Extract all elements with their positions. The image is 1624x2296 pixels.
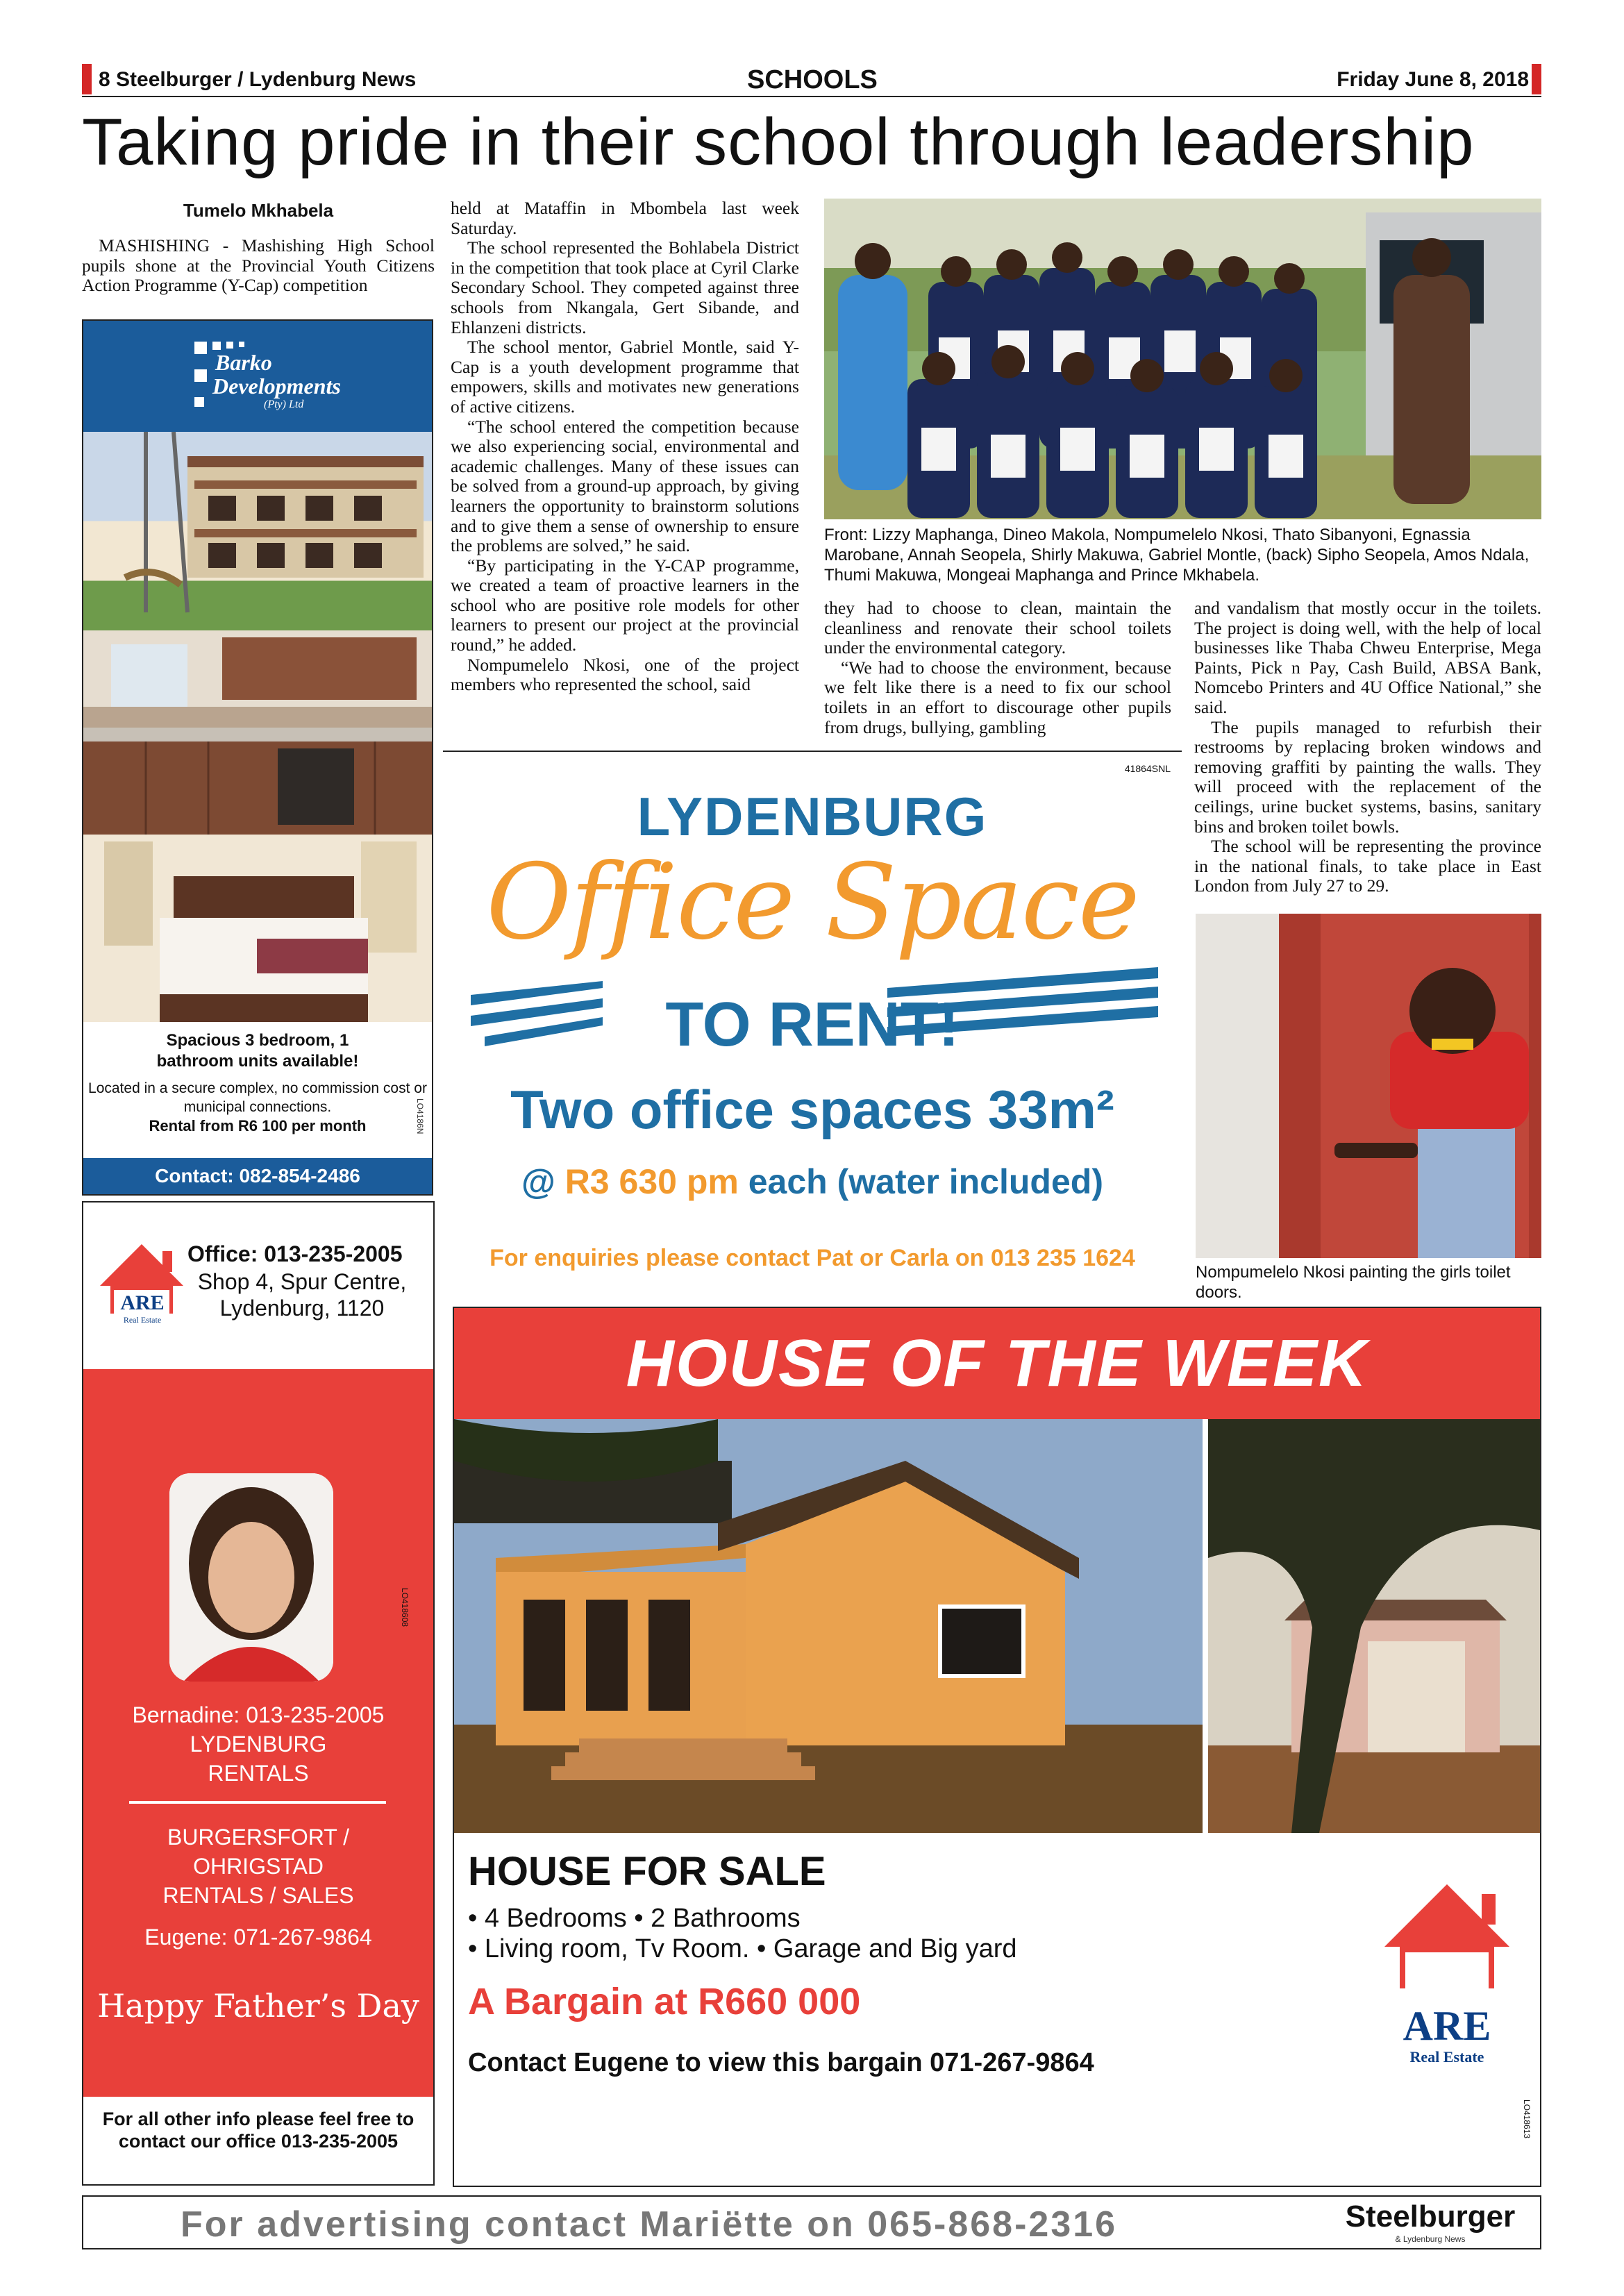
house-ad-features-2: • Living room, Tv Room. • Garage and Big yard — [468, 1934, 1017, 1963]
are-agent-photo — [169, 1473, 333, 1682]
article-column-2 — [451, 199, 799, 695]
office-ad-script: Office Space — [486, 842, 1139, 963]
barko-brand-3: (Pty) Ltd — [264, 399, 304, 410]
house-ad-logo-text: ARE — [1403, 2003, 1491, 2049]
folio-date: Friday June 8, 2018 — [1337, 68, 1529, 91]
article-paragraph: The school mentor, Gabriel Montle, said Y-Cap is a youth development programme that empowers, skills and motivates new generations of active citizens. — [451, 337, 799, 417]
article-paragraph: The school will be representing the province in the national finals, to take place in East London from July 27 to 29. — [1194, 836, 1541, 896]
barko-brand: Barko — [215, 350, 272, 375]
painting-photo — [1196, 914, 1541, 1258]
are-fathers-day: Happy Father’s Day — [97, 1987, 419, 2025]
article-paragraph: MASHISHING - Mashishing High School pupils shone at the Provincial Youth Citizens Action Programme (Y-Cap) competition — [82, 235, 435, 296]
article-byline: Tumelo Mkhabela — [183, 200, 334, 221]
folio-rule — [82, 96, 1541, 97]
team-photo-caption: Front: Lizzy Maphanga, Dineo Makola, Nompumelelo Nkosi, Thato Sibanyoni, Egnassia Marobane, Annah Seopela, Shirly Makuwa, Gabriel Montle, (back) Sipho Seopela, Amos Ndala, Thumi Makuwa, Mongeai Maphanga and Prince Mkhabela. — [824, 526, 1530, 585]
footer-logo: Steelburger — [1345, 2199, 1516, 2234]
article-paragraph: “The school entered the competition because we also experiencing social, environmental and academic challenges. Many of these issues can be solved from a ground-up approach, by giving learners the opportunity to brainstorm solutions and to give them a sense of ownership to ensure the problems are solved,” he said. — [451, 416, 799, 556]
office-ad-torent: TO RENT! — [665, 990, 960, 1059]
house-ad-contact: Contact Eugene to view this bargain 071-267-9864 — [468, 2048, 1094, 2077]
are-house-logo-icon — [93, 1237, 190, 1341]
are-bernadine: Bernadine: 013-235-2005 — [132, 1702, 385, 1727]
are-ad — [82, 1201, 435, 2186]
are-rentals-sales: RENTALS / SALES — [162, 1883, 354, 1908]
office-ad-enquiries: For enquiries please contact Pat or Carla on 013 235 1624 — [489, 1245, 1135, 1271]
office-ad-price-rest: each (water included) — [748, 1162, 1103, 1201]
are-address-2: Lydenburg, 1120 — [219, 1296, 385, 1321]
are-office-phone: Office: 013-235-2005 — [187, 1241, 403, 1266]
section-name: SCHOOLS — [747, 65, 878, 94]
house-photo-main-image — [454, 1419, 1203, 1833]
article-paragraph: held at Mataffin in Mbombela last week Saturday. — [451, 198, 799, 238]
barko-price: Rental from R6 100 per month — [149, 1117, 367, 1134]
house-photo-main — [454, 1419, 1203, 1833]
office-ad-code: 41864SNL — [1124, 763, 1171, 774]
barko-photo-bedroom — [83, 835, 432, 1022]
article-paragraph: “We had to choose the environment, because we felt like there is a need to fix our school toilets in an effort to discourage other pupils from drugs, bullying, gambling — [824, 657, 1171, 737]
office-ad — [443, 751, 1182, 1303]
barko-contact: Contact: 082-854-2486 — [155, 1165, 360, 1187]
are-ad-header — [83, 1203, 433, 1369]
article-column-4 — [1194, 598, 1541, 896]
barko-code: LO4186N — [415, 1098, 425, 1134]
house-ad — [453, 1307, 1541, 2187]
are-logo-sub: Real Estate — [123, 1315, 162, 1325]
article-headline: Taking pride in their school through leadership — [82, 105, 1475, 179]
house-ad-features-1: • 4 Bedrooms • 2 Bathrooms — [468, 1904, 801, 1933]
are-address-1: Shop 4, Spur Centre, — [197, 1269, 407, 1294]
footer-logo-sub: & Lydenburg News — [1395, 2234, 1466, 2244]
barko-details: Located in a secure complex, no commission cost or municipal connections. — [88, 1080, 427, 1115]
house-ad-bargain: A Bargain at R660 000 — [468, 1981, 861, 2022]
office-ad-price: R3 630 pm — [564, 1162, 739, 1201]
barko-logo — [83, 321, 432, 432]
are-code: LO418608 — [400, 1588, 410, 1627]
folio-left: 8 Steelburger / Lydenburg News — [99, 68, 417, 91]
are-divider — [129, 1801, 386, 1804]
barko-photo-kitchen — [83, 630, 432, 835]
barko-photo-building — [83, 432, 432, 630]
team-photo — [824, 199, 1541, 519]
barko-headline: Spacious 3 bedroom, 1 bathroom units available! — [156, 1031, 359, 1071]
barko-brand-2: Developments — [212, 374, 341, 399]
office-ad-spaces: Two office spaces 33m² — [510, 1079, 1114, 1140]
footer-advertising: For advertising contact Mariëtte on 065-868-2316 — [181, 2204, 1118, 2245]
article-paragraph: Nompumelelo Nkosi, one of the project members who represented the school, said — [451, 654, 799, 695]
house-ad-logo-sub: Real Estate — [1409, 2048, 1484, 2065]
footer-bar — [82, 2195, 1541, 2249]
office-ad-town: LYDENBURG — [637, 786, 988, 847]
team-photo-image — [824, 199, 1541, 519]
house-photo-garage-image — [1208, 1419, 1540, 1833]
house-ad-logo-icon — [1378, 1877, 1516, 2016]
house-ad-code: LO418613 — [1522, 2100, 1532, 2139]
are-logo-text: ARE — [120, 1291, 165, 1314]
office-ad-price-line — [443, 1162, 1182, 1202]
article-column-3 — [824, 598, 1171, 737]
barko-text-panel — [83, 1022, 432, 1158]
folio-right-marker — [1532, 64, 1541, 94]
house-photo-garage — [1208, 1419, 1540, 1833]
barko-ad — [82, 319, 433, 1196]
are-footer: For all other info please feel free to contact our office 013-235-2005 — [83, 2097, 433, 2184]
office-ad-price-at: @ — [521, 1162, 555, 1201]
are-burgersfort: BURGERSFORT / — [167, 1825, 349, 1850]
house-ad-banner: HOUSE OF THE WEEK — [454, 1308, 1540, 1419]
folio-left-marker — [82, 64, 92, 94]
article-paragraph: and vandalism that mostly occur in the toilets. The project is doing well, with the help of local businesses like Thaba Chweu Enterprise, Mega Paints, Pick n Pay, Cash Build, ABSA Bank, Nomcebo Printers and 4U Office National,” she said. — [1194, 598, 1541, 717]
are-rentals: RENTALS — [208, 1761, 309, 1786]
are-lydenburg: LYDENBURG — [190, 1732, 327, 1757]
painting-photo-image — [1196, 914, 1541, 1258]
article-paragraph: The school represented the Bohlabela District in the competition that took place at Cyril Clarke Secondary School. They competed against three schools from Nkangala, Gert Sibande, and Ehlanzeni districts. — [451, 237, 799, 337]
article-paragraph: The pupils managed to refurbish their restrooms by replacing broken windows and removing graffiti by painting the walls. They will proceed with the replacement of the ceilings, urine bucket systems, basins, sanitary bins and broken toilet bowls. — [1194, 717, 1541, 837]
article-column-1 — [82, 236, 435, 296]
painting-photo-caption: Nompumelelo Nkosi painting the girls toilet doors. — [1196, 1263, 1511, 1302]
article-paragraph: “By participating in the Y-CAP programme, we created a team of proactive learners in the school who are positive role models for other learners to present our project at the provincial round,” he added. — [451, 555, 799, 655]
article-paragraph: they had to choose to clean, maintain the cleanliness and renovate their school toilets under the environmental category. — [824, 598, 1171, 658]
are-eugene: Eugene: 071-267-9864 — [144, 1925, 372, 1950]
house-ad-title: HOUSE FOR SALE — [468, 1849, 826, 1894]
are-ohrigstad: OHRIGSTAD — [193, 1854, 324, 1879]
